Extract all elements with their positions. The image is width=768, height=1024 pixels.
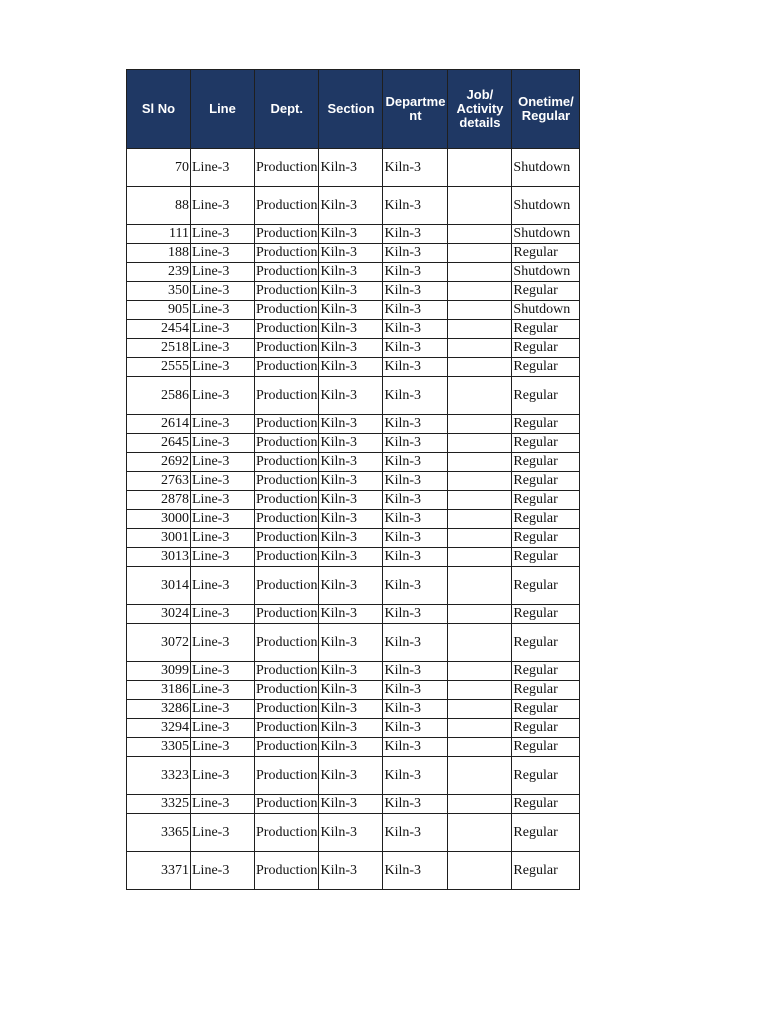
table-row [127,491,580,510]
cell-job-activity-details [448,225,512,244]
cell-department: Kiln-3 [383,529,448,548]
cell-onetime-regular: Regular [512,320,580,339]
cell-line: Line-3 [191,814,255,852]
cell-job-activity-details [448,852,512,890]
cell-sl-no: 3013 [127,548,191,567]
table-row [127,263,580,282]
cell-line: Line-3 [191,624,255,662]
cell-job-activity-details [448,605,512,624]
cell-dept: Production [255,225,319,244]
cell-sl-no: 70 [127,149,191,187]
cell-job-activity-details [448,187,512,225]
cell-onetime-regular: Regular [512,339,580,358]
cell-department: Kiln-3 [383,187,448,225]
cell-line: Line-3 [191,320,255,339]
cell-line: Line-3 [191,719,255,738]
cell-section: Kiln-3 [319,453,383,472]
cell-dept: Production [255,719,319,738]
cell-onetime-regular: Regular [512,453,580,472]
cell-line: Line-3 [191,358,255,377]
cell-job-activity-details [448,700,512,719]
cell-dept: Production [255,434,319,453]
cell-job-activity-details [448,263,512,282]
table-row [127,567,580,605]
table-row [127,187,580,225]
cell-line: Line-3 [191,225,255,244]
cell-onetime-regular: Regular [512,510,580,529]
header-row [127,70,580,149]
cell-job-activity-details [448,491,512,510]
cell-department: Kiln-3 [383,263,448,282]
cell-section: Kiln-3 [319,377,383,415]
cell-section: Kiln-3 [319,491,383,510]
cell-line: Line-3 [191,339,255,358]
cell-section: Kiln-3 [319,244,383,263]
table-row [127,415,580,434]
cell-dept: Production [255,377,319,415]
cell-section: Kiln-3 [319,548,383,567]
cell-dept: Production [255,320,319,339]
cell-dept: Production [255,339,319,358]
header-job-activity-details: Job/ Activity details [448,70,512,149]
table-row [127,377,580,415]
cell-dept: Production [255,472,319,491]
cell-job-activity-details [448,567,512,605]
table-row [127,320,580,339]
cell-line: Line-3 [191,282,255,301]
cell-line: Line-3 [191,187,255,225]
cell-sl-no: 3186 [127,681,191,700]
cell-sl-no: 2518 [127,339,191,358]
table-row [127,719,580,738]
cell-section: Kiln-3 [319,472,383,491]
cell-dept: Production [255,624,319,662]
cell-onetime-regular: Shutdown [512,149,580,187]
cell-job-activity-details [448,719,512,738]
cell-section: Kiln-3 [319,795,383,814]
cell-job-activity-details [448,149,512,187]
table-row [127,681,580,700]
cell-dept: Production [255,453,319,472]
cell-onetime-regular: Regular [512,472,580,491]
cell-section: Kiln-3 [319,320,383,339]
cell-onetime-regular: Regular [512,624,580,662]
header-sl-no: Sl No [127,70,191,149]
cell-line: Line-3 [191,453,255,472]
cell-job-activity-details [448,472,512,491]
table-row [127,700,580,719]
cell-dept: Production [255,662,319,681]
cell-line: Line-3 [191,567,255,605]
cell-section: Kiln-3 [319,738,383,757]
cell-dept: Production [255,510,319,529]
cell-line: Line-3 [191,244,255,263]
cell-dept: Production [255,852,319,890]
cell-department: Kiln-3 [383,624,448,662]
cell-department: Kiln-3 [383,282,448,301]
data-table [126,69,580,890]
cell-sl-no: 350 [127,282,191,301]
cell-department: Kiln-3 [383,605,448,624]
table-row [127,662,580,681]
cell-sl-no: 3000 [127,510,191,529]
cell-line: Line-3 [191,301,255,320]
cell-onetime-regular: Regular [512,415,580,434]
table-row [127,282,580,301]
cell-dept: Production [255,358,319,377]
cell-onetime-regular: Shutdown [512,225,580,244]
cell-sl-no: 905 [127,301,191,320]
cell-department: Kiln-3 [383,681,448,700]
cell-dept: Production [255,738,319,757]
cell-onetime-regular: Regular [512,377,580,415]
table-row [127,453,580,472]
cell-sl-no: 3072 [127,624,191,662]
cell-onetime-regular: Regular [512,852,580,890]
cell-job-activity-details [448,814,512,852]
cell-job-activity-details [448,529,512,548]
cell-onetime-regular: Regular [512,795,580,814]
cell-onetime-regular: Regular [512,358,580,377]
cell-line: Line-3 [191,757,255,795]
cell-onetime-regular: Regular [512,757,580,795]
cell-section: Kiln-3 [319,282,383,301]
cell-department: Kiln-3 [383,434,448,453]
table-row [127,358,580,377]
cell-section: Kiln-3 [319,605,383,624]
cell-dept: Production [255,681,319,700]
cell-sl-no: 3001 [127,529,191,548]
cell-department: Kiln-3 [383,301,448,320]
cell-line: Line-3 [191,738,255,757]
cell-dept: Production [255,301,319,320]
cell-department: Kiln-3 [383,377,448,415]
cell-section: Kiln-3 [319,358,383,377]
cell-department: Kiln-3 [383,662,448,681]
cell-department: Kiln-3 [383,700,448,719]
cell-onetime-regular: Regular [512,491,580,510]
cell-department: Kiln-3 [383,244,448,263]
cell-department: Kiln-3 [383,358,448,377]
cell-job-activity-details [448,624,512,662]
cell-department: Kiln-3 [383,719,448,738]
cell-job-activity-details [448,453,512,472]
table-row [127,529,580,548]
cell-line: Line-3 [191,605,255,624]
cell-job-activity-details [448,244,512,263]
cell-job-activity-details [448,358,512,377]
cell-department: Kiln-3 [383,472,448,491]
cell-line: Line-3 [191,491,255,510]
cell-sl-no: 3323 [127,757,191,795]
cell-sl-no: 3099 [127,662,191,681]
cell-onetime-regular: Regular [512,567,580,605]
cell-line: Line-3 [191,434,255,453]
cell-sl-no: 3294 [127,719,191,738]
cell-sl-no: 2586 [127,377,191,415]
cell-section: Kiln-3 [319,719,383,738]
cell-sl-no: 2454 [127,320,191,339]
table-row [127,738,580,757]
cell-department: Kiln-3 [383,339,448,358]
cell-department: Kiln-3 [383,225,448,244]
cell-job-activity-details [448,415,512,434]
cell-sl-no: 3325 [127,795,191,814]
cell-onetime-regular: Shutdown [512,263,580,282]
cell-department: Kiln-3 [383,852,448,890]
cell-line: Line-3 [191,700,255,719]
cell-job-activity-details [448,320,512,339]
cell-line: Line-3 [191,377,255,415]
cell-section: Kiln-3 [319,415,383,434]
cell-onetime-regular: Shutdown [512,301,580,320]
table-row [127,624,580,662]
table-body [127,149,580,890]
cell-onetime-regular: Regular [512,681,580,700]
cell-dept: Production [255,700,319,719]
cell-sl-no: 2645 [127,434,191,453]
cell-job-activity-details [448,795,512,814]
cell-onetime-regular: Regular [512,282,580,301]
cell-line: Line-3 [191,472,255,491]
cell-line: Line-3 [191,681,255,700]
cell-sl-no: 2763 [127,472,191,491]
cell-dept: Production [255,567,319,605]
cell-line: Line-3 [191,852,255,890]
cell-sl-no: 3014 [127,567,191,605]
cell-onetime-regular: Regular [512,548,580,567]
table-row [127,472,580,491]
cell-sl-no: 2878 [127,491,191,510]
cell-department: Kiln-3 [383,795,448,814]
cell-department: Kiln-3 [383,510,448,529]
cell-section: Kiln-3 [319,700,383,719]
table-row [127,605,580,624]
cell-department: Kiln-3 [383,567,448,605]
cell-line: Line-3 [191,510,255,529]
cell-dept: Production [255,282,319,301]
table-row [127,548,580,567]
cell-job-activity-details [448,301,512,320]
cell-job-activity-details [448,377,512,415]
cell-department: Kiln-3 [383,415,448,434]
cell-sl-no: 111 [127,225,191,244]
table-row [127,795,580,814]
cell-sl-no: 239 [127,263,191,282]
header-section: Section [319,70,383,149]
cell-department: Kiln-3 [383,453,448,472]
cell-dept: Production [255,795,319,814]
cell-dept: Production [255,814,319,852]
cell-dept: Production [255,529,319,548]
cell-sl-no: 2555 [127,358,191,377]
cell-dept: Production [255,491,319,510]
table-row [127,301,580,320]
header-onetime-regular: Onetime/ Regular [512,70,580,149]
cell-sl-no: 3371 [127,852,191,890]
cell-section: Kiln-3 [319,149,383,187]
table-row [127,757,580,795]
cell-job-activity-details [448,339,512,358]
header-dept: Dept. [255,70,319,149]
cell-section: Kiln-3 [319,852,383,890]
cell-sl-no: 3024 [127,605,191,624]
cell-line: Line-3 [191,529,255,548]
cell-line: Line-3 [191,263,255,282]
cell-onetime-regular: Regular [512,605,580,624]
cell-department: Kiln-3 [383,320,448,339]
cell-department: Kiln-3 [383,548,448,567]
table-row [127,225,580,244]
cell-dept: Production [255,548,319,567]
table-row [127,434,580,453]
cell-section: Kiln-3 [319,187,383,225]
cell-sl-no: 3305 [127,738,191,757]
cell-department: Kiln-3 [383,814,448,852]
cell-job-activity-details [448,738,512,757]
cell-section: Kiln-3 [319,814,383,852]
table-row [127,510,580,529]
cell-job-activity-details [448,681,512,700]
cell-section: Kiln-3 [319,662,383,681]
cell-section: Kiln-3 [319,624,383,662]
cell-sl-no: 3286 [127,700,191,719]
cell-onetime-regular: Regular [512,814,580,852]
cell-job-activity-details [448,510,512,529]
cell-section: Kiln-3 [319,225,383,244]
cell-line: Line-3 [191,662,255,681]
cell-onetime-regular: Regular [512,738,580,757]
cell-section: Kiln-3 [319,301,383,320]
cell-onetime-regular: Regular [512,244,580,263]
cell-onetime-regular: Regular [512,662,580,681]
table-row [127,244,580,263]
cell-dept: Production [255,149,319,187]
cell-sl-no: 88 [127,187,191,225]
cell-onetime-regular: Regular [512,719,580,738]
cell-line: Line-3 [191,548,255,567]
cell-dept: Production [255,605,319,624]
table-row [127,339,580,358]
cell-department: Kiln-3 [383,757,448,795]
cell-sl-no: 2614 [127,415,191,434]
cell-onetime-regular: Regular [512,434,580,453]
cell-job-activity-details [448,548,512,567]
header-department: Departme nt [383,70,448,149]
cell-onetime-regular: Regular [512,529,580,548]
cell-job-activity-details [448,282,512,301]
cell-onetime-regular: Regular [512,700,580,719]
cell-section: Kiln-3 [319,339,383,358]
header-line: Line [191,70,255,149]
cell-section: Kiln-3 [319,567,383,605]
cell-dept: Production [255,263,319,282]
cell-section: Kiln-3 [319,510,383,529]
cell-sl-no: 188 [127,244,191,263]
cell-job-activity-details [448,434,512,453]
cell-department: Kiln-3 [383,149,448,187]
cell-dept: Production [255,415,319,434]
cell-job-activity-details [448,662,512,681]
cell-section: Kiln-3 [319,434,383,453]
cell-section: Kiln-3 [319,681,383,700]
cell-job-activity-details [448,757,512,795]
cell-section: Kiln-3 [319,529,383,548]
cell-line: Line-3 [191,149,255,187]
cell-sl-no: 2692 [127,453,191,472]
cell-department: Kiln-3 [383,738,448,757]
cell-section: Kiln-3 [319,757,383,795]
cell-dept: Production [255,244,319,263]
cell-line: Line-3 [191,415,255,434]
cell-onetime-regular: Shutdown [512,187,580,225]
table-row [127,149,580,187]
table-header [127,70,580,149]
cell-dept: Production [255,187,319,225]
cell-dept: Production [255,757,319,795]
cell-department: Kiln-3 [383,491,448,510]
table-row [127,814,580,852]
table-row [127,852,580,890]
cell-line: Line-3 [191,795,255,814]
cell-sl-no: 3365 [127,814,191,852]
cell-section: Kiln-3 [319,263,383,282]
